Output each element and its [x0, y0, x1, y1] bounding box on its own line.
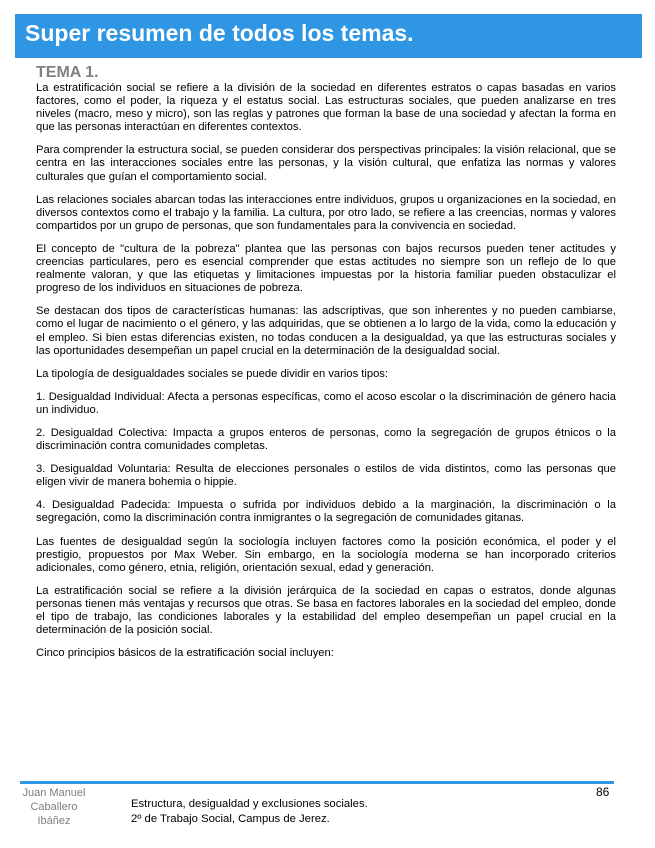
author-line: Juan Manuel — [22, 787, 86, 799]
course-info — [131, 797, 368, 827]
author-line: Ibáñez — [37, 815, 71, 827]
title-banner — [15, 14, 642, 58]
page-number: 86 — [596, 785, 610, 799]
body-text — [36, 82, 616, 670]
paragraph: Para comprender la estructura social, se pueden considerar dos perspectivas principales: la visión relacional, que se centra en las interacciones sociales entre las personas, y la visión cultural, que enfatiza las normas y valores culturales que guían el comportamiento social. — [36, 144, 616, 183]
author-line: Caballero — [30, 801, 78, 813]
section-heading: TEMA 1. — [36, 64, 99, 81]
list-item: 1. Desigualdad Individual: Afecta a personas específicas, como el acoso escolar o la discriminación de género hacia un individuo. — [36, 390, 616, 416]
course-subject: Estructura, desigualdad y exclusiones sociales. — [131, 798, 368, 810]
course-campus: 2º de Trabajo Social, Campus de Jerez. — [131, 813, 330, 825]
paragraph: Las relaciones sociales abarcan todas las interacciones entre individuos, grupos u organizaciones en la sociedad, en diversos contextos como el trabajo y la familia. La cultura, por otro lado, se refiere a las creencias, normas y valores compartidos por un grupo de personas, que son fundamentales para la convivencia en sociedad. — [36, 193, 616, 232]
list-item: 3. Desigualdad Voluntaria: Resulta de elecciones personales o estilos de vida distintos, como las personas que eligen vivir de manera bohemia o hippie. — [36, 463, 616, 489]
document-title: Super resumen de todos los temas. — [25, 20, 414, 46]
paragraph: El concepto de "cultura de la pobreza" plantea que las personas con bajos recursos pueden tener actitudes y creencias particulares, pero es esencial comprender que estas actitudes no siempre son un reflejo de lo que realmente valoran, y que las etiquetas y limitaciones impuestas por la historia familiar pueden obstaculizar el progreso de los individuos en situaciones de pobreza. — [36, 242, 616, 295]
paragraph: La estratificación social se refiere a la división jerárquica de la sociedad en capas o estratos, donde algunas personas tienen más ventajas y recursos que otras. Se basa en factores laborales en la sociedad del empleo, donde el tipo de trabajo, las condiciones laborales y la estabilidad del empleo desempeñan un papel crucial en la determinación de la posición social. — [36, 584, 616, 637]
paragraph: Las fuentes de desigualdad según la sociología incluyen factores como la posición económica, el poder y el prestigio, propuestos por Max Weber. Sin embargo, en la sociología moderna se han incorporado criterios adicionales, como género, etnia, religión, orientación sexual, edad y generación. — [36, 535, 616, 574]
paragraph: La tipología de desigualdades sociales se puede dividir en varios tipos: — [36, 367, 389, 380]
footer-divider — [20, 781, 614, 784]
author-name — [16, 786, 92, 828]
paragraph: La estratificación social se refiere a la división de la sociedad en diferentes estratos o capas basadas en varios factores, como el poder, la riqueza y el estatus social. Las estructuras sociales, que pueden analizarse en tres niveles (macro, meso y micro), son las reglas y patrones que forman la base de una sociedad y afectan la forma en que las personas interactúan en diferentes contextos. — [36, 82, 616, 134]
list-item: 2. Desigualdad Colectiva: Impacta a grupos enteros de personas, como la segregación de grupos étnicos o la discriminación contra comunidades completas. — [36, 426, 616, 453]
list-item: 4. Desigualdad Padecida: Impuesta o sufrida por individuos debido a la marginación, la discriminación o la segregación, como la discriminación contra inmigrantes o la segregación de comunidades gitanas. — [36, 499, 616, 525]
paragraph: Cinco principios básicos de la estratificación social incluyen: — [36, 647, 334, 660]
paragraph: Se destacan dos tipos de características humanas: las adscriptivas, que son inherentes y no pueden cambiarse, como el lugar de nacimiento o el género, y las adquiridas, que se obtienen a lo largo de la vida, como la educación y el empleo. Si bien estas diferencias existen, no todas conducen a la desigualdad, ya que las estructuras sociales y las oportunidades desempeñan un papel crucial en la determinación de la desigualdad social. — [36, 305, 616, 357]
